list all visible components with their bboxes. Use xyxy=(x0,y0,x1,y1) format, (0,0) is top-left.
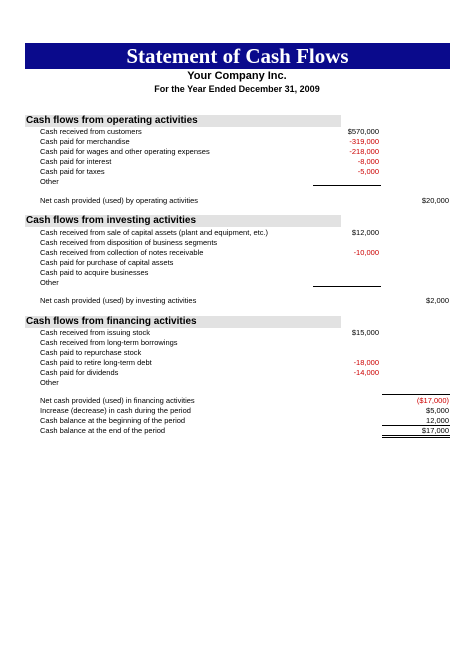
operating-net-value: $20,000 xyxy=(421,196,449,205)
operating-line-label: Cash paid for interest xyxy=(40,157,112,166)
operating-line-value: -8,000 xyxy=(357,157,379,166)
summary-line-value: 12,000 xyxy=(426,416,449,425)
investing-line-label: Cash paid to acquire businesses xyxy=(40,268,149,277)
summary-line-label: Cash balance at the beginning of the period xyxy=(40,416,186,425)
financing-line-value: $15,000 xyxy=(351,328,379,337)
investing-line-label: Cash received from disposition of business segments xyxy=(40,238,218,247)
financing-line-label: Cash received from long-term borrowings xyxy=(40,338,178,347)
operating-line-value: -319,000 xyxy=(349,137,379,146)
summary-line-label: Net cash provided (used) in financing activities xyxy=(40,396,195,405)
operating-line-label: Other xyxy=(40,177,59,186)
summary-line-label: Increase (decrease) in cash during the period xyxy=(40,406,191,415)
summary-top-rule xyxy=(382,394,450,395)
investing-line-value: $12,000 xyxy=(351,228,379,237)
operating-line-label: Cash paid for merchandise xyxy=(40,137,130,146)
financing-line-label: Other xyxy=(40,378,59,387)
financing-line-label: Cash paid to repurchase stock xyxy=(40,348,142,357)
financing-line-value: -18,000 xyxy=(353,358,379,367)
summary-double-rule-top xyxy=(382,435,450,436)
operating-line-value: -218,000 xyxy=(349,147,379,156)
operating-line-label: Cash paid for taxes xyxy=(40,167,105,176)
investing-line-label: Cash received from sale of capital assets (plant and equipment, etc.) xyxy=(40,228,269,237)
summary-double-rule-bottom xyxy=(382,437,450,438)
investing-line-label: Other xyxy=(40,278,59,287)
financing-line-label: Cash paid for dividends xyxy=(40,368,119,377)
operating-line-value: $570,000 xyxy=(347,127,379,136)
financing-line-value: -14,000 xyxy=(353,368,379,377)
summary-line-value: ($17,000) xyxy=(416,396,449,405)
operating-net-label: Net cash provided (used) by operating activities xyxy=(40,196,198,205)
investing-net-label: Net cash provided (used) by investing activities xyxy=(40,296,197,305)
summary-line-label: Cash balance at the end of the period xyxy=(40,426,166,435)
operating-line-label: Cash paid for wages and other operating expenses xyxy=(40,147,210,156)
operating-line-value: -5,000 xyxy=(357,167,379,176)
investing-line-value: -10,000 xyxy=(353,248,379,257)
operating-subtotal-rule xyxy=(313,185,381,186)
reporting-period: For the Year Ended December 31, 2009 xyxy=(154,84,320,94)
financing-line-label: Cash paid to retire long-term debt xyxy=(40,358,152,367)
investing-section-heading: Cash flows from investing activities xyxy=(25,215,341,227)
statement-title: Statement of Cash Flows xyxy=(25,43,450,69)
summary-line-value: $5,000 xyxy=(426,406,449,415)
operating-line-label: Cash received from customers xyxy=(40,127,142,136)
investing-subtotal-rule xyxy=(313,286,381,287)
investing-line-label: Cash received from collection of notes receivable xyxy=(40,248,204,257)
operating-section-heading: Cash flows from operating activities xyxy=(25,115,341,127)
company-name: Your Company Inc. xyxy=(187,70,287,82)
investing-net-value: $2,000 xyxy=(426,296,449,305)
financing-line-label: Cash received from issuing stock xyxy=(40,328,151,337)
financing-section-heading: Cash flows from financing activities xyxy=(25,316,341,328)
investing-line-label: Cash paid for purchase of capital assets xyxy=(40,258,174,267)
summary-line-value: $17,000 xyxy=(421,426,449,435)
